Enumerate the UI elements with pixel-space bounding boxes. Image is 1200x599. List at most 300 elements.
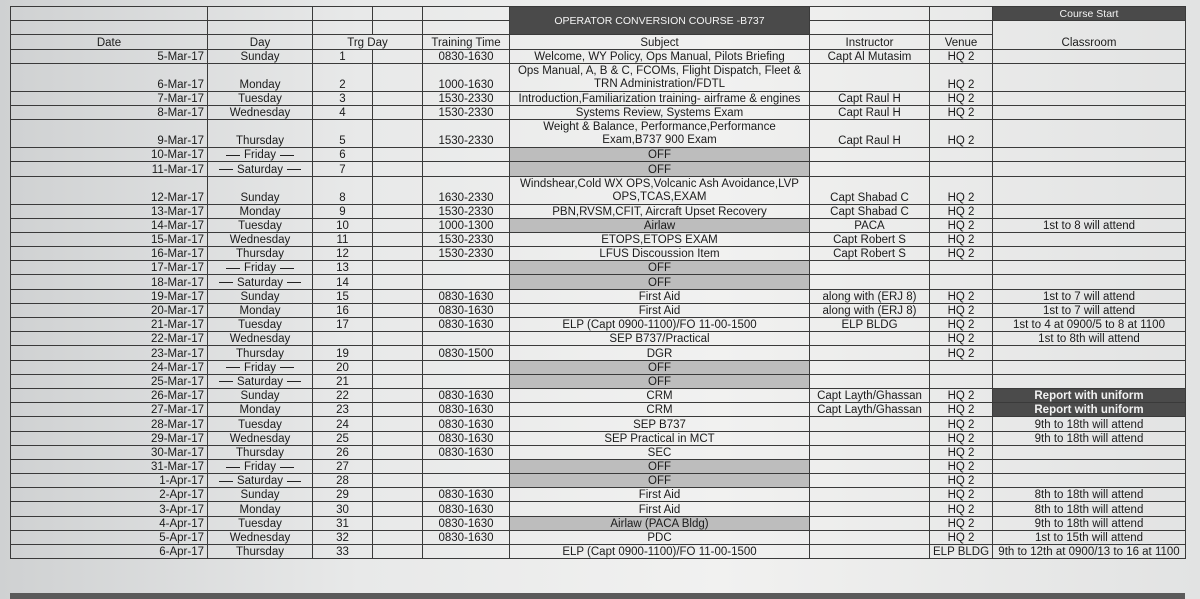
schedule-row	[11, 120, 1186, 148]
venue-cell: HQ 2	[930, 63, 993, 91]
subject-cell: OFF	[510, 162, 810, 176]
venue-cell: HQ 2	[930, 388, 993, 402]
trg-day-cell: 2	[313, 63, 373, 91]
trg-day-cell: 21	[313, 374, 373, 388]
subject-cell: SEP Practical in MCT	[510, 431, 810, 445]
instructor-cell	[810, 261, 930, 275]
note-cell: 1st to 7 will attend	[993, 303, 1186, 317]
trg-day-cell: 20	[313, 360, 373, 374]
schedule-row	[11, 63, 1186, 91]
schedule-row	[11, 275, 1186, 289]
instructor-cell	[810, 360, 930, 374]
venue-cell: HQ 2	[930, 502, 993, 516]
day-cell: Thursday	[208, 545, 313, 559]
header-instructor: Instructor	[810, 35, 930, 49]
subject-cell: SEC	[510, 445, 810, 459]
venue-cell	[930, 360, 993, 374]
training-time-cell	[423, 162, 510, 176]
training-time-cell: 1630-2330	[423, 176, 510, 204]
date-cell: 28-Mar-17	[11, 417, 208, 431]
day-cell	[208, 148, 313, 162]
venue-cell: HQ 2	[930, 247, 993, 261]
spacer-cell	[373, 431, 423, 445]
strike-mark	[287, 381, 301, 382]
date-cell: 8-Mar-17	[11, 105, 208, 119]
trg-day-cell: 7	[313, 162, 373, 176]
date-cell: 17-Mar-17	[11, 261, 208, 275]
venue-cell: HQ 2	[930, 488, 993, 502]
day-cell	[208, 374, 313, 388]
trg-day-cell: 23	[313, 403, 373, 417]
instructor-cell: Capt Raul H	[810, 105, 930, 119]
blank-top-row	[11, 7, 1186, 21]
instructor-cell: Capt Raul H	[810, 120, 930, 148]
training-time-cell: 0830-1630	[423, 289, 510, 303]
note-cell	[993, 275, 1186, 289]
date-cell: 6-Apr-17	[11, 545, 208, 559]
training-time-cell: 0830-1630	[423, 445, 510, 459]
training-time-cell	[423, 275, 510, 289]
note-cell	[993, 445, 1186, 459]
date-cell: 30-Mar-17	[11, 445, 208, 459]
subject-cell: SEP B737	[510, 417, 810, 431]
trg-day-cell: 33	[313, 545, 373, 559]
training-time-cell	[423, 459, 510, 473]
day-label: Saturday	[236, 375, 284, 388]
date-cell: 20-Mar-17	[11, 303, 208, 317]
training-time-cell: 1530-2330	[423, 105, 510, 119]
venue-cell: HQ 2	[930, 232, 993, 246]
subject-cell: ELP (Capt 0900-1100)/FO 11-00-1500	[510, 545, 810, 559]
spacer-cell	[373, 148, 423, 162]
schedule-row	[11, 91, 1186, 105]
venue-cell: HQ 2	[930, 318, 993, 332]
schedule-row	[11, 303, 1186, 317]
course-start-label: Course Start	[993, 7, 1186, 21]
schedule-row	[11, 162, 1186, 176]
note-cell	[993, 162, 1186, 176]
date-cell: 5-Apr-17	[11, 530, 208, 544]
trg-day-cell: 29	[313, 488, 373, 502]
date-cell: 9-Mar-17	[11, 120, 208, 148]
spacer-cell	[373, 49, 423, 63]
day-cell: Tuesday	[208, 417, 313, 431]
spacer-cell	[373, 232, 423, 246]
venue-cell	[930, 261, 993, 275]
day-cell: Monday	[208, 303, 313, 317]
spacer-cell	[373, 360, 423, 374]
date-cell: 25-Mar-17	[11, 374, 208, 388]
training-time-cell: 0830-1630	[423, 318, 510, 332]
day-cell: Tuesday	[208, 91, 313, 105]
date-cell: 4-Apr-17	[11, 516, 208, 530]
day-cell: Sunday	[208, 289, 313, 303]
note-cell	[993, 204, 1186, 218]
spacer-cell	[373, 530, 423, 544]
instructor-cell: Capt Al Mutasim	[810, 49, 930, 63]
schedule-row	[11, 332, 1186, 346]
trg-day-cell: 16	[313, 303, 373, 317]
schedule-row	[11, 176, 1186, 204]
trg-day-cell: 32	[313, 530, 373, 544]
day-cell	[208, 360, 313, 374]
instructor-cell	[810, 162, 930, 176]
date-cell: 10-Mar-17	[11, 148, 208, 162]
subject-cell: DGR	[510, 346, 810, 360]
date-cell: 14-Mar-17	[11, 218, 208, 232]
note-cell: Report with uniform	[993, 388, 1186, 402]
spacer-cell	[373, 261, 423, 275]
trg-day-cell: 26	[313, 445, 373, 459]
strike-mark	[219, 481, 233, 482]
schedule-row	[11, 530, 1186, 544]
instructor-cell	[810, 417, 930, 431]
spacer-cell	[373, 545, 423, 559]
schedule-row	[11, 204, 1186, 218]
schedule-row	[11, 247, 1186, 261]
instructor-cell	[810, 63, 930, 91]
date-cell: 3-Apr-17	[11, 502, 208, 516]
subject-cell: CRM	[510, 388, 810, 402]
training-time-cell: 0830-1630	[423, 303, 510, 317]
spacer-cell	[373, 275, 423, 289]
venue-cell: HQ 2	[930, 459, 993, 473]
spacer-cell	[373, 120, 423, 148]
subject-cell: PBN,RVSM,CFIT, Aircraft Upset Recovery	[510, 204, 810, 218]
schedule-row	[11, 502, 1186, 516]
instructor-cell: Capt Layth/Ghassan	[810, 403, 930, 417]
date-cell: 15-Mar-17	[11, 232, 208, 246]
note-cell	[993, 120, 1186, 148]
spacer-cell	[373, 388, 423, 402]
strike-mark	[219, 381, 233, 382]
day-label: Friday	[244, 461, 276, 474]
training-time-cell: 0830-1630	[423, 417, 510, 431]
instructor-cell: Capt Shabad C	[810, 176, 930, 204]
strike-mark	[219, 282, 233, 283]
instructor-cell: ELP BLDG	[810, 318, 930, 332]
note-cell: 1st to 15th will attend	[993, 530, 1186, 544]
footer-bar	[10, 593, 1185, 599]
subject-cell: CRM	[510, 403, 810, 417]
instructor-cell	[810, 530, 930, 544]
date-cell: 31-Mar-17	[11, 459, 208, 473]
strike-mark	[280, 268, 294, 269]
strike-mark	[219, 169, 233, 170]
spacer-cell	[373, 445, 423, 459]
date-cell: 7-Mar-17	[11, 91, 208, 105]
instructor-cell: Capt Robert S	[810, 247, 930, 261]
header-date: Date	[11, 35, 208, 49]
subject-cell: OFF	[510, 261, 810, 275]
training-time-cell: 0830-1630	[423, 530, 510, 544]
subject-cell: OFF	[510, 275, 810, 289]
venue-cell: HQ 2	[930, 176, 993, 204]
schedule-row	[11, 374, 1186, 388]
day-cell: Tuesday	[208, 516, 313, 530]
training-time-cell: 0830-1630	[423, 502, 510, 516]
subject-cell: Systems Review, Systems Exam	[510, 105, 810, 119]
spacer-cell	[373, 91, 423, 105]
schedule-row	[11, 459, 1186, 473]
subject-cell: Ops Manual, A, B & C, FCOMs, Flight Dispatch, Fleet & TRN Administration/FDTL	[510, 63, 810, 91]
note-cell: 1st to 7 will attend	[993, 289, 1186, 303]
subject-cell: ELP (Capt 0900-1100)/FO 11-00-1500	[510, 318, 810, 332]
venue-cell: HQ 2	[930, 204, 993, 218]
subject-cell: Weight & Balance, Performance,Performance Exam,B737 900 Exam	[510, 120, 810, 148]
schedule-row	[11, 232, 1186, 246]
spacer-cell	[373, 516, 423, 530]
spacer-cell	[373, 332, 423, 346]
trg-day-cell: 6	[313, 148, 373, 162]
trg-day-cell: 24	[313, 417, 373, 431]
training-time-cell: 1530-2330	[423, 120, 510, 148]
venue-cell: HQ 2	[930, 289, 993, 303]
subject-cell: OFF	[510, 459, 810, 473]
spacer-cell	[373, 105, 423, 119]
date-cell: 11-Mar-17	[11, 162, 208, 176]
schedule-row	[11, 488, 1186, 502]
instructor-cell	[810, 445, 930, 459]
day-cell: Thursday	[208, 445, 313, 459]
day-cell: Sunday	[208, 488, 313, 502]
note-cell	[993, 346, 1186, 360]
strike-mark	[226, 268, 240, 269]
subject-cell: OFF	[510, 474, 810, 488]
note-cell	[993, 63, 1186, 91]
schedule-row	[11, 388, 1186, 402]
instructor-cell	[810, 374, 930, 388]
strike-mark	[280, 367, 294, 368]
note-cell	[993, 105, 1186, 119]
training-time-cell: 1000-1300	[423, 218, 510, 232]
training-time-cell	[423, 148, 510, 162]
subject-cell: OFF	[510, 148, 810, 162]
date-cell: 24-Mar-17	[11, 360, 208, 374]
spacer-cell	[373, 247, 423, 261]
note-cell	[993, 247, 1186, 261]
day-label: Friday	[244, 262, 276, 275]
subject-cell: PDC	[510, 530, 810, 544]
spacer-cell	[373, 63, 423, 91]
date-cell: 21-Mar-17	[11, 318, 208, 332]
spacer-cell	[373, 417, 423, 431]
day-cell: Monday	[208, 403, 313, 417]
note-cell	[993, 474, 1186, 488]
day-cell: Wednesday	[208, 105, 313, 119]
venue-cell	[930, 148, 993, 162]
strike-mark	[280, 467, 294, 468]
day-label: Saturday	[236, 475, 284, 488]
schedule-row	[11, 431, 1186, 445]
training-time-cell: 0830-1630	[423, 431, 510, 445]
date-cell: 6-Mar-17	[11, 63, 208, 91]
schedule-row	[11, 360, 1186, 374]
header-training-time: Training Time	[423, 35, 510, 49]
venue-cell: HQ 2	[930, 516, 993, 530]
instructor-cell: along with (ERJ 8)	[810, 289, 930, 303]
training-time-cell: 0830-1630	[423, 388, 510, 402]
schedule-row	[11, 289, 1186, 303]
note-cell: 1st to 8th will attend	[993, 332, 1186, 346]
day-label: Saturday	[236, 163, 284, 176]
subject-cell: Airlaw (PACA Bldg)	[510, 516, 810, 530]
note-cell: 8th to 18th will attend	[993, 502, 1186, 516]
note-cell	[993, 261, 1186, 275]
training-time-cell: 0830-1630	[423, 49, 510, 63]
header-subject: Subject	[510, 35, 810, 49]
note-cell	[993, 232, 1186, 246]
note-cell	[993, 374, 1186, 388]
date-cell: 27-Mar-17	[11, 403, 208, 417]
spacer-cell	[373, 474, 423, 488]
note-cell	[993, 360, 1186, 374]
instructor-cell: Capt Robert S	[810, 232, 930, 246]
strike-mark	[226, 155, 240, 156]
schedule-row	[11, 148, 1186, 162]
training-time-cell: 1530-2330	[423, 204, 510, 218]
spacer-cell	[373, 218, 423, 232]
subject-cell: First Aid	[510, 303, 810, 317]
training-time-cell: 0830-1630	[423, 488, 510, 502]
header-day: Day	[208, 35, 313, 49]
venue-cell: HQ 2	[930, 49, 993, 63]
spacer-cell	[373, 459, 423, 473]
schedule-row	[11, 49, 1186, 63]
day-cell: Wednesday	[208, 232, 313, 246]
trg-day-cell: 19	[313, 346, 373, 360]
classroom-label: Classroom	[993, 21, 1186, 49]
note-cell	[993, 148, 1186, 162]
schedule-row	[11, 346, 1186, 360]
training-time-cell: 0830-1630	[423, 403, 510, 417]
day-cell: Monday	[208, 502, 313, 516]
schedule-row	[11, 445, 1186, 459]
venue-cell	[930, 374, 993, 388]
day-cell: Sunday	[208, 49, 313, 63]
venue-cell: HQ 2	[930, 120, 993, 148]
header-venue: Venue	[930, 35, 993, 49]
spacer-cell	[373, 502, 423, 516]
trg-day-cell: 9	[313, 204, 373, 218]
day-cell: Sunday	[208, 176, 313, 204]
subject-cell: First Aid	[510, 502, 810, 516]
instructor-cell: PACA	[810, 218, 930, 232]
venue-cell: HQ 2	[930, 431, 993, 445]
day-cell: Monday	[208, 63, 313, 91]
date-cell: 19-Mar-17	[11, 289, 208, 303]
header-trg-day: Trg Day	[313, 35, 423, 49]
trg-day-cell: 22	[313, 388, 373, 402]
date-cell: 29-Mar-17	[11, 431, 208, 445]
subject-cell: First Aid	[510, 289, 810, 303]
spacer-cell	[373, 303, 423, 317]
venue-cell: ELP BLDG	[930, 545, 993, 559]
day-label: Saturday	[236, 276, 284, 289]
strike-mark	[287, 481, 301, 482]
schedule-row	[11, 516, 1186, 530]
day-cell	[208, 474, 313, 488]
trg-day-cell: 11	[313, 232, 373, 246]
course-schedule-table	[10, 6, 1186, 559]
day-cell: Wednesday	[208, 530, 313, 544]
training-time-cell: 0830-1500	[423, 346, 510, 360]
spacer-cell	[373, 403, 423, 417]
venue-cell	[930, 162, 993, 176]
strike-mark	[226, 467, 240, 468]
venue-cell: HQ 2	[930, 91, 993, 105]
note-cell: Report with uniform	[993, 403, 1186, 417]
instructor-cell	[810, 488, 930, 502]
venue-cell: HQ 2	[930, 332, 993, 346]
training-time-cell	[423, 545, 510, 559]
trg-day-cell: 27	[313, 459, 373, 473]
instructor-cell	[810, 516, 930, 530]
day-cell	[208, 261, 313, 275]
venue-cell: HQ 2	[930, 474, 993, 488]
date-cell: 22-Mar-17	[11, 332, 208, 346]
venue-cell: HQ 2	[930, 403, 993, 417]
instructor-cell: Capt Shabad C	[810, 204, 930, 218]
day-cell: Tuesday	[208, 218, 313, 232]
trg-day-cell: 5	[313, 120, 373, 148]
schedule-row	[11, 105, 1186, 119]
schedule-row	[11, 218, 1186, 232]
date-cell: 26-Mar-17	[11, 388, 208, 402]
venue-cell	[930, 275, 993, 289]
day-cell: Thursday	[208, 346, 313, 360]
schedule-row	[11, 261, 1186, 275]
schedule-row	[11, 417, 1186, 431]
date-cell: 12-Mar-17	[11, 176, 208, 204]
instructor-cell	[810, 502, 930, 516]
trg-day-cell: 10	[313, 218, 373, 232]
trg-day-cell	[313, 332, 373, 346]
course-title: OPERATOR CONVERSION COURSE -B737	[510, 7, 810, 35]
day-cell: Wednesday	[208, 431, 313, 445]
subject-cell: Airlaw	[510, 218, 810, 232]
instructor-cell	[810, 275, 930, 289]
spacer-cell	[373, 374, 423, 388]
instructor-cell: Capt Raul H	[810, 91, 930, 105]
instructor-cell	[810, 431, 930, 445]
spacer-cell	[373, 346, 423, 360]
spacer-cell	[373, 176, 423, 204]
training-time-cell: 1530-2330	[423, 232, 510, 246]
instructor-cell	[810, 545, 930, 559]
strike-mark	[226, 367, 240, 368]
day-cell	[208, 162, 313, 176]
day-cell	[208, 275, 313, 289]
training-time-cell: 0830-1630	[423, 516, 510, 530]
schedule-row	[11, 403, 1186, 417]
trg-day-cell: 15	[313, 289, 373, 303]
schedule-row	[11, 318, 1186, 332]
strike-mark	[287, 169, 301, 170]
trg-day-cell: 8	[313, 176, 373, 204]
instructor-cell	[810, 346, 930, 360]
training-time-cell	[423, 474, 510, 488]
date-cell: 5-Mar-17	[11, 49, 208, 63]
spacer-cell	[373, 204, 423, 218]
instructor-cell	[810, 148, 930, 162]
note-cell: 9th to 12th at 0900/13 to 16 at 1100	[993, 545, 1186, 559]
venue-cell: HQ 2	[930, 530, 993, 544]
subject-cell: SEP B737/Practical	[510, 332, 810, 346]
training-time-cell	[423, 261, 510, 275]
spacer-cell	[373, 488, 423, 502]
subject-cell: Introduction,Familiarization training- airframe & engines	[510, 91, 810, 105]
